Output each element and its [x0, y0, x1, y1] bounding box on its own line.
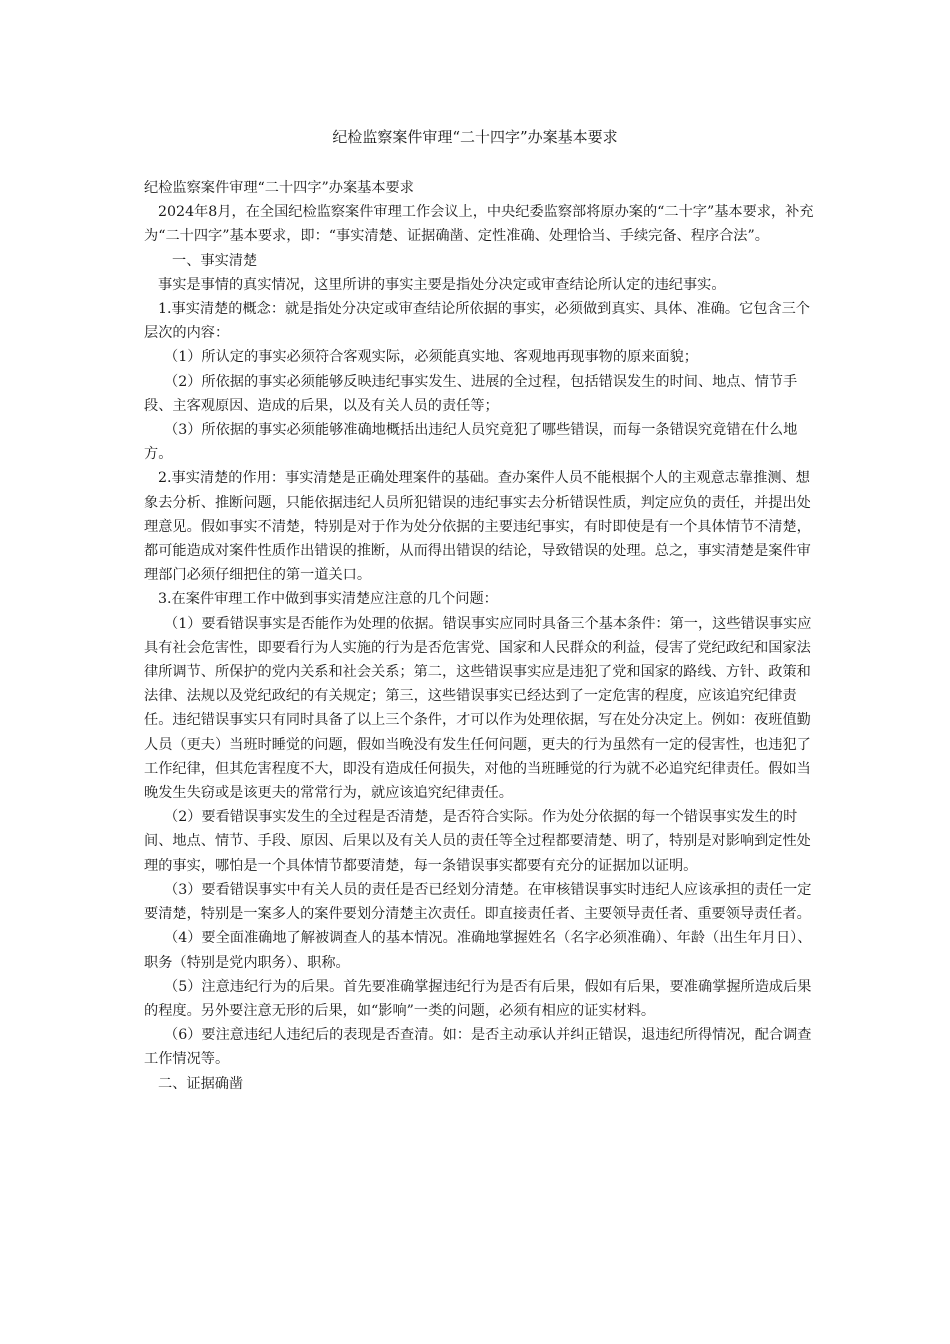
- paragraph: （2）所依据的事实必须能够反映违纪事实发生、进展的全过程，包括错误发生的时间、地点、情节手段、主客观原因、造成的后果，以及有关人员的责任等；: [144, 373, 798, 414]
- paragraph: 二、证据确凿: [158, 1075, 244, 1092]
- paragraph: （2）要看错误事实发生的全过程是否清楚，是否符合实际。作为处分依据的每一个错误事实发生的时间、地点、情节、手段、原因、后果以及有关人员的责任等全过程都要清楚、明了，特别是对影响到定性处理的事实，哪怕是一个具体情节都要清楚，每一条错误事实都要有充分的证据加以证明。: [144, 809, 811, 874]
- paragraph: 2.事实清楚的作用：事实清楚是正确处理案件的基础。查办案件人员不能根据个人的主观意志靠推测、想象去分析、推断问题，只能依据违纪人员所犯错误的违纪事实去分析错误性质，判定应负的责任，并提出处理意见。假如事实不清楚，特别是对于作为处分依据的主要违纪事实，有时即使是有一个具体情节不清楚，都可能造成对案件性质作出错误的推断，从而得出错误的结论，导致错误的处理。总之，事实清楚是案件审理部门必须仔细把住的第一道关口。: [144, 470, 811, 584]
- paragraph: （4）要全面准确地了解被调查人的基本情况。准确地掌握姓名（名字必须准确）、年龄（出生年月日）、职务（特别是党内职务）、职称。: [144, 930, 812, 971]
- paragraph: （1）所认定的事实必须符合客观实际，必须能真实地、客观地再现事物的原来面貌；: [164, 349, 698, 366]
- paragraph: （1）要看错误事实是否能作为处理的依据。错误事实应同时具备三个基本条件：第一，这些错误事实应具有社会危害性，即要看行为人实施的行为是否危害党、国家和人民群众的利益，侵害了党纪政纪和国家法律所调节、所保护的党内关系和社会关系；第二，这些错误事实应是违犯了党和国家的路线、方针、政策和法律、法规以及党纪政纪的有关规定；第三，这些错误事实已经达到了一定危害的程度，应该追究纪律责任。违纪错误事实只有同时具备了以上三个条件，才可以作为处理依据，写在处分决定上。例如：夜班值勤人员（更夫）当班时睡觉的问题，假如当晚没有发生任何问题，更夫的行为虽然有一定的侵害性，也违犯了工作纪律，但其危害程度不大，即没有造成任何损失，对他的当班睡觉的行为就不必追究纪律责任。假如当晚发生失窃或是该更夫的常常行为，就应该追究纪律责任。: [144, 615, 812, 802]
- document-body: [144, 176, 820, 1096]
- paragraph: （5）注意违纪行为的后果。首先要准确掌握违纪行为是否有后果，假如有后果，要准确掌握所造成后果的程度。另外要注意无形的后果，如“影响”一类的问题，必须有相应的证实材料。: [144, 978, 812, 1019]
- document-subtitle: 纪检监察案件审理“二十四字”办案基本要求: [144, 180, 414, 196]
- paragraph: 一、事实清楚: [172, 252, 258, 269]
- paragraph: 2024年8月，在全国纪检监察案件审理工作会议上，中央纪委监察部将原办案的“二十字”基本要求，补充为“二十四字”基本要求，即：“事实清楚、证据确凿、定性准确、处理恰当、手续完备、程序合法”。: [144, 204, 814, 245]
- paragraph: （3）要看错误事实中有关人员的责任是否已经划分清楚。在审核错误事实时违纪人应该承担的责任一定要清楚，特别是一案多人的案件要划分清楚主次责任。即直接责任者、主要领导责任者、重要领导责任者。: [144, 881, 812, 923]
- document-title: 纪检监察案件审理“二十四字”办案基本要求: [332, 128, 618, 146]
- paragraph: （3）所依据的事实必须能够准确地概括出违纪人员究竟犯了哪些错误，而每一条错误究竟错在什么地方。: [144, 422, 798, 463]
- paragraph: 事实是事情的真实情况，这里所讲的事实主要是指处分决定或审查结论所认定的违纪事实。: [158, 276, 726, 293]
- paragraph: （6）要注意违纪人违纪后的表现是否查清。如：是否主动承认并纠正错误，退违纪所得情况，配合调查工作情况等。: [144, 1027, 812, 1068]
- paragraph: 3.在案件审理工作中做到事实清楚应注意的几个问题：: [158, 591, 498, 608]
- paragraph: 1.事实清楚的概念：就是指处分决定或审查结论所依据的事实，必须做到真实、具体、准确。它包含三个层次的内容：: [144, 301, 810, 342]
